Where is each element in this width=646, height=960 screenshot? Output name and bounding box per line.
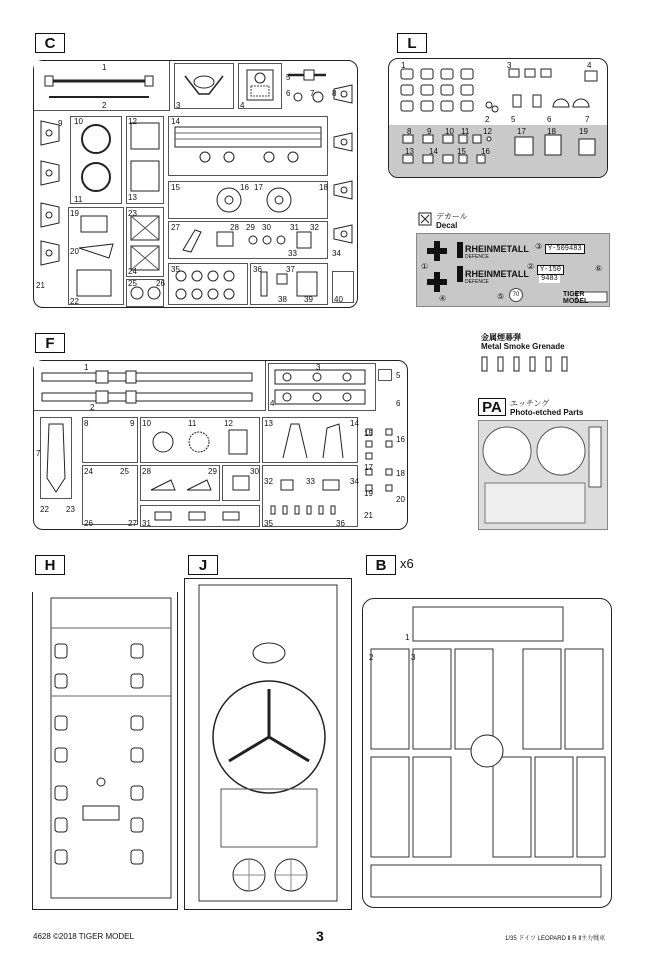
sprue-b-multiplier: x6 bbox=[400, 556, 414, 571]
grenade-jp-label: 金属煙幕弾 bbox=[481, 333, 521, 342]
sprue-h-label: H bbox=[35, 555, 65, 575]
f-num-16: 16 bbox=[396, 435, 405, 444]
part-f-1-2-drawing bbox=[36, 361, 264, 409]
f-num-32: 32 bbox=[264, 477, 273, 486]
pe-jp-label: エッチング bbox=[510, 399, 550, 408]
sprue-pa-label: PA bbox=[478, 398, 506, 416]
part-c-4-drawing bbox=[239, 64, 281, 108]
f-num-4: 4 bbox=[270, 399, 275, 408]
part-c-8-drawing bbox=[330, 81, 358, 261]
sprue-l-bottom-gray bbox=[389, 125, 607, 177]
f-num-6: 6 bbox=[396, 399, 401, 408]
f-num-33: 33 bbox=[306, 477, 315, 486]
f-num-27: 27 bbox=[128, 519, 137, 528]
l-num-1: 1 bbox=[401, 61, 406, 70]
l-num-18: 18 bbox=[547, 127, 556, 136]
l-num-10: 10 bbox=[445, 127, 454, 136]
f-num-23: 23 bbox=[66, 505, 75, 514]
f-num-11: 11 bbox=[188, 419, 197, 428]
l-num-17: 17 bbox=[517, 127, 526, 136]
f-num-10: 10 bbox=[142, 419, 151, 428]
part-j-turret-drawing bbox=[185, 579, 351, 909]
part-f-13-14-drawing bbox=[263, 418, 357, 462]
sprue-c-cell-35 bbox=[168, 263, 248, 305]
f-num-19: 19 bbox=[364, 489, 373, 498]
f-num-3: 3 bbox=[316, 363, 321, 372]
sprue-j-frame bbox=[184, 578, 352, 910]
pe-en-label: Photo-etched Parts bbox=[510, 408, 584, 417]
f-num-9: 9 bbox=[130, 419, 135, 428]
c-num-36: 36 bbox=[253, 265, 262, 274]
decal-marker-6: ⑥ bbox=[595, 264, 603, 273]
sprue-f-cell-31 bbox=[140, 505, 260, 527]
f-num-24: 24 bbox=[84, 467, 93, 476]
c-num-23: 23 bbox=[128, 209, 137, 218]
decal-plate-2a: Y-150 bbox=[537, 265, 564, 275]
decal-en-label: Decal bbox=[436, 221, 458, 230]
sprue-c-cell-5-7 bbox=[284, 63, 329, 109]
c-num-1: 1 bbox=[102, 63, 107, 72]
sprue-c-cell-4 bbox=[238, 63, 282, 109]
c-num-7: 7 bbox=[310, 89, 315, 98]
sprue-b-label: B bbox=[366, 555, 396, 575]
c-num-8: 8 bbox=[332, 89, 337, 98]
c-num-16: 16 bbox=[240, 183, 249, 192]
f-num-21: 21 bbox=[364, 511, 373, 520]
decal-marker-3: ③ bbox=[535, 242, 543, 251]
decal-logo: TIGER MODEL bbox=[563, 291, 589, 305]
c-num-3: 3 bbox=[176, 101, 181, 110]
l-num-6: 6 bbox=[547, 115, 552, 124]
c-num-29: 29 bbox=[246, 223, 255, 232]
l-num-16: 16 bbox=[481, 147, 490, 156]
sprue-c-cell-14 bbox=[168, 116, 328, 176]
decal-marker-1: ① bbox=[421, 262, 429, 271]
decal-plate-2b: 9483 bbox=[541, 275, 558, 283]
decal-marker-2: ② bbox=[527, 262, 535, 271]
part-c-19-22-drawing bbox=[69, 208, 123, 304]
f-num-30: 30 bbox=[250, 467, 259, 476]
sprue-c-label: C bbox=[35, 33, 65, 53]
c-num-18: 18 bbox=[319, 183, 328, 192]
part-f-3-6-drawing bbox=[269, 364, 375, 410]
decal-badge: 70 bbox=[509, 288, 523, 302]
pe-sheet bbox=[478, 420, 608, 530]
part-c-14-drawing bbox=[169, 117, 327, 175]
sprue-c-cell-12-13 bbox=[126, 116, 164, 204]
grenade-parts bbox=[478, 355, 578, 375]
f-num-36: 36 bbox=[336, 519, 345, 528]
sprue-c-frame bbox=[33, 60, 358, 308]
c-num-24: 24 bbox=[128, 267, 137, 276]
f-num-13: 13 bbox=[264, 419, 273, 428]
part-h-hull-drawing bbox=[33, 592, 177, 908]
f-num-29: 29 bbox=[208, 467, 217, 476]
sprue-c-cell-3 bbox=[174, 63, 234, 109]
part-f-10-12-drawing bbox=[141, 418, 259, 462]
grenade-en-label: Metal Smoke Grenade bbox=[481, 342, 565, 351]
decal-icon bbox=[418, 212, 432, 226]
c-num-34: 34 bbox=[332, 249, 341, 258]
part-c-5-drawing bbox=[284, 63, 329, 107]
c-num-2: 2 bbox=[102, 101, 107, 110]
decal-plate-1: Y-509483 bbox=[545, 244, 585, 254]
c-num-13: 13 bbox=[128, 193, 137, 202]
b-num-2: 2 bbox=[369, 653, 374, 662]
sprue-j-label: J bbox=[188, 555, 218, 575]
c-num-33: 33 bbox=[288, 249, 297, 258]
sprue-f-cell-10-12 bbox=[140, 417, 260, 463]
l-num-19: 19 bbox=[579, 127, 588, 136]
sprue-l-top bbox=[389, 59, 607, 126]
part-b-track-drawing bbox=[363, 599, 611, 907]
sprue-f-cell-5 bbox=[378, 369, 392, 381]
footer-left: 4628 ©2018 TIGER MODEL bbox=[33, 932, 134, 941]
c-num-30: 30 bbox=[262, 223, 271, 232]
sprue-f-label: F bbox=[35, 333, 65, 353]
sprue-c-cell-19-22 bbox=[68, 207, 124, 305]
c-num-17: 17 bbox=[254, 183, 263, 192]
c-num-10: 10 bbox=[74, 117, 83, 126]
c-num-9: 9 bbox=[58, 119, 63, 128]
part-c-9-drawing bbox=[37, 117, 63, 267]
c-num-35: 35 bbox=[171, 265, 180, 274]
c-num-40: 40 bbox=[334, 295, 343, 304]
c-num-38: 38 bbox=[278, 295, 287, 304]
footer-right: 1/35 ドイツ LEOPARD Ⅱ R Ⅱ主力戦車 bbox=[505, 936, 606, 942]
f-num-28: 28 bbox=[142, 467, 151, 476]
l-num-9: 9 bbox=[427, 127, 432, 136]
l-num-2: 2 bbox=[485, 115, 490, 124]
c-num-21: 21 bbox=[36, 281, 45, 290]
sprue-c-cell-10-11 bbox=[70, 116, 122, 204]
l-num-3: 3 bbox=[507, 61, 512, 70]
f-num-20: 20 bbox=[396, 495, 405, 504]
c-num-5: 5 bbox=[286, 73, 291, 82]
sprue-f-cell-13-14 bbox=[262, 417, 358, 463]
c-num-22: 22 bbox=[70, 297, 79, 306]
c-num-19: 19 bbox=[70, 209, 79, 218]
pe-sheet-drawing bbox=[479, 421, 607, 529]
f-num-2: 2 bbox=[90, 403, 95, 412]
sprue-c-col-8 bbox=[330, 81, 358, 261]
f-num-25: 25 bbox=[120, 467, 129, 476]
c-num-15: 15 bbox=[171, 183, 180, 192]
f-num-14: 14 bbox=[350, 419, 359, 428]
part-c-3-drawing bbox=[175, 64, 233, 108]
l-num-8: 8 bbox=[407, 127, 412, 136]
l-num-5: 5 bbox=[511, 115, 516, 124]
part-f-31-drawing bbox=[141, 506, 259, 526]
sprue-f-cell-3-6 bbox=[268, 363, 376, 411]
sprue-f-cell-32-36 bbox=[262, 465, 358, 527]
c-num-31: 31 bbox=[290, 223, 299, 232]
part-c-23-24-drawing bbox=[127, 208, 163, 276]
c-num-12: 12 bbox=[128, 117, 137, 126]
part-f-7-drawing bbox=[41, 418, 71, 498]
c-num-25: 25 bbox=[128, 279, 137, 288]
l-num-11: 11 bbox=[461, 127, 470, 136]
l-num-15: 15 bbox=[457, 147, 466, 156]
c-num-26: 26 bbox=[156, 279, 165, 288]
page-number: 3 bbox=[316, 928, 324, 944]
f-num-7: 7 bbox=[36, 449, 41, 458]
part-l-1-2-drawing bbox=[389, 59, 605, 123]
decal-brand-2-sub: DEFENCE bbox=[465, 279, 489, 285]
f-num-1: 1 bbox=[84, 363, 89, 372]
f-num-18: 18 bbox=[396, 469, 405, 478]
f-num-15: 15 bbox=[364, 429, 373, 438]
f-num-35: 35 bbox=[264, 519, 273, 528]
sprue-b-frame bbox=[362, 598, 612, 908]
l-num-14: 14 bbox=[429, 147, 438, 156]
f-num-31: 31 bbox=[142, 519, 151, 528]
decal-marker-4: ④ bbox=[439, 294, 447, 303]
f-num-5: 5 bbox=[396, 371, 401, 380]
c-num-14: 14 bbox=[171, 117, 180, 126]
sprue-h-frame bbox=[32, 592, 178, 910]
part-c-10-11-drawing bbox=[71, 117, 121, 203]
f-num-34: 34 bbox=[350, 477, 359, 486]
sprue-f-cell-1-2 bbox=[34, 361, 266, 411]
l-num-12: 12 bbox=[483, 127, 492, 136]
part-c-12-13-drawing bbox=[127, 117, 163, 203]
sprue-f-cell-7 bbox=[40, 417, 72, 499]
decal-jp-label: デカール bbox=[436, 212, 468, 221]
c-num-11: 11 bbox=[74, 195, 83, 204]
c-num-28: 28 bbox=[230, 223, 239, 232]
c-num-27: 27 bbox=[171, 223, 180, 232]
decal-brand-1-sub: DEFENCE bbox=[465, 254, 489, 260]
c-num-32: 32 bbox=[310, 223, 319, 232]
c-num-20: 20 bbox=[70, 247, 79, 256]
l-num-13: 13 bbox=[405, 147, 414, 156]
decal-marker-5: ⑤ bbox=[497, 292, 505, 301]
sprue-f-frame bbox=[33, 360, 408, 530]
sprue-l-frame bbox=[388, 58, 608, 178]
c-num-4: 4 bbox=[240, 101, 245, 110]
l-num-4: 4 bbox=[587, 61, 592, 70]
f-num-17: 17 bbox=[364, 463, 373, 472]
l-num-7: 7 bbox=[585, 115, 590, 124]
f-num-26: 26 bbox=[84, 519, 93, 528]
c-num-6: 6 bbox=[286, 89, 291, 98]
f-num-8: 8 bbox=[84, 419, 89, 428]
f-num-22: 22 bbox=[40, 505, 49, 514]
decal-sheet bbox=[416, 233, 610, 307]
c-num-39: 39 bbox=[304, 295, 313, 304]
sprue-c-col-9 bbox=[37, 117, 63, 267]
f-num-12: 12 bbox=[224, 419, 233, 428]
part-l-8-19-drawing bbox=[389, 125, 607, 177]
part-f-32-36-drawing bbox=[263, 466, 357, 526]
b-num-3: 3 bbox=[411, 653, 416, 662]
decal-brand-1: RHEINMETALL bbox=[465, 244, 529, 254]
c-num-37: 37 bbox=[286, 265, 295, 274]
part-c-35-drawing bbox=[169, 264, 247, 304]
sprue-l-label: L bbox=[397, 33, 427, 53]
decal-brand-2: RHEINMETALL bbox=[465, 269, 529, 279]
b-num-1: 1 bbox=[405, 633, 410, 642]
